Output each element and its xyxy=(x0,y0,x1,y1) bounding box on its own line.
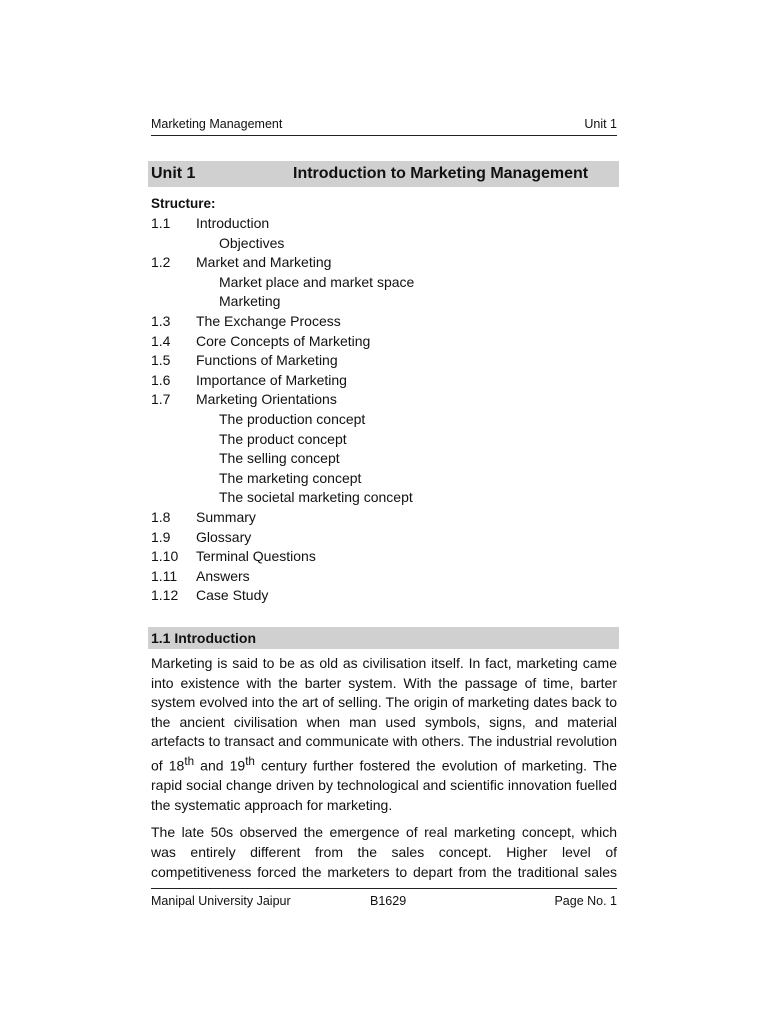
footer-university: Manipal University Jaipur xyxy=(151,894,291,908)
unit-title: Introduction to Marketing Management xyxy=(293,165,589,182)
paragraph-1-text-a: Marketing is said to be as old as civilisation itself. In fact, marketing came into existence with the barter system. With the passage of time, barter system evolved into the art of selling. The origin of marketing dates back to the ancient civilisation when man used symbols, signs, and material artefacts to transact and communicate with others. The industrial revolution of 18 xyxy=(151,655,617,774)
section-heading: 1.1 Introduction xyxy=(151,630,256,646)
running-header xyxy=(151,116,617,136)
paragraph-1 xyxy=(151,654,617,815)
toc-item xyxy=(151,390,617,410)
body-text xyxy=(151,654,617,890)
toc-subitem xyxy=(151,469,617,489)
toc-item-number: 1.7 xyxy=(151,391,171,408)
toc-item-label: Summary xyxy=(196,508,256,525)
header-unit: Unit 1 xyxy=(584,117,617,131)
toc-item-label: Marketing Orientations xyxy=(196,391,337,408)
toc-item-number: 1.8 xyxy=(151,508,171,525)
toc-item-label: Core Concepts of Marketing xyxy=(196,332,371,349)
toc-item-label: Market and Marketing xyxy=(196,254,332,271)
superscript-th: th xyxy=(184,754,195,768)
toc-subitem xyxy=(151,292,617,312)
toc-item-number: 1.6 xyxy=(151,371,171,388)
toc-item xyxy=(151,547,617,567)
toc-item-number: 1.1 xyxy=(151,215,171,231)
toc-item-number: 1.2 xyxy=(151,254,171,271)
toc-subitem xyxy=(151,234,617,254)
toc-item-label: Case Study xyxy=(196,587,269,604)
paragraph-1-text-b: and 19 xyxy=(194,757,246,774)
table-of-contents xyxy=(151,214,617,606)
toc-item-label: Functions of Marketing xyxy=(196,352,338,369)
toc-item-label: Importance of Marketing xyxy=(196,371,347,388)
toc-subitem xyxy=(151,410,617,430)
toc-subitem xyxy=(151,488,617,508)
toc-item xyxy=(151,253,617,273)
toc-item-label: Marketing xyxy=(219,293,281,310)
toc-item-label: The product concept xyxy=(219,430,347,447)
toc-item-label: Objectives xyxy=(219,234,285,251)
toc-item-number: 1.9 xyxy=(151,528,171,545)
toc-subitem xyxy=(151,430,617,450)
toc-item xyxy=(151,586,617,606)
toc-item xyxy=(151,508,617,528)
running-footer xyxy=(151,888,617,908)
unit-number: Unit 1 xyxy=(151,165,196,182)
toc-item xyxy=(151,332,617,352)
toc-item xyxy=(151,312,617,332)
toc-item xyxy=(151,371,617,391)
toc-item-label: Answers xyxy=(196,567,250,584)
toc-item-number: 1.5 xyxy=(151,352,171,369)
superscript-th: th xyxy=(245,754,255,768)
toc-subitem xyxy=(151,273,617,293)
paragraph-1-text-c: century further fostered the evolution of marketing. The rapid social change driven by technological and scientific innovation fuelled the systematic approach for marketing. xyxy=(151,757,617,813)
structure-section xyxy=(151,195,617,606)
toc-item-number: 1.4 xyxy=(151,332,171,349)
toc-item-label: The selling concept xyxy=(219,450,340,467)
header-book-title: Marketing Management xyxy=(151,117,283,131)
toc-item-label: The societal marketing concept xyxy=(219,489,413,506)
toc-item-label: The marketing concept xyxy=(219,469,362,486)
toc-item-label: Terminal Questions xyxy=(196,548,316,565)
footer-page-number: Page No. 1 xyxy=(554,894,617,908)
toc-item xyxy=(151,528,617,548)
footer-code: B1629 xyxy=(370,894,407,908)
paragraph-2: The late 50s observed the emergence of real marketing concept, which was entirely different from the sales concept. Higher level of competitiveness forced the marketers to depart from the traditional sales xyxy=(151,824,617,880)
structure-label: Structure: xyxy=(151,196,216,211)
toc-item-label: The Exchange Process xyxy=(196,312,341,329)
unit-title-bar xyxy=(148,161,619,187)
toc-item xyxy=(151,214,617,234)
toc-item-number: 1.11 xyxy=(151,567,178,584)
section-heading-bar xyxy=(148,627,619,649)
toc-item-number: 1.12 xyxy=(151,587,179,604)
toc-item-label: Introduction xyxy=(196,215,270,231)
toc-subitem xyxy=(151,449,617,469)
toc-item-number: 1.10 xyxy=(151,548,179,565)
toc-item-label: The production concept xyxy=(219,410,366,427)
toc-item-number: 1.3 xyxy=(151,312,171,329)
toc-item-label: Market place and market space xyxy=(219,273,415,290)
toc-item xyxy=(151,351,617,371)
toc-item xyxy=(151,567,617,587)
toc-item-label: Glossary xyxy=(196,528,252,545)
